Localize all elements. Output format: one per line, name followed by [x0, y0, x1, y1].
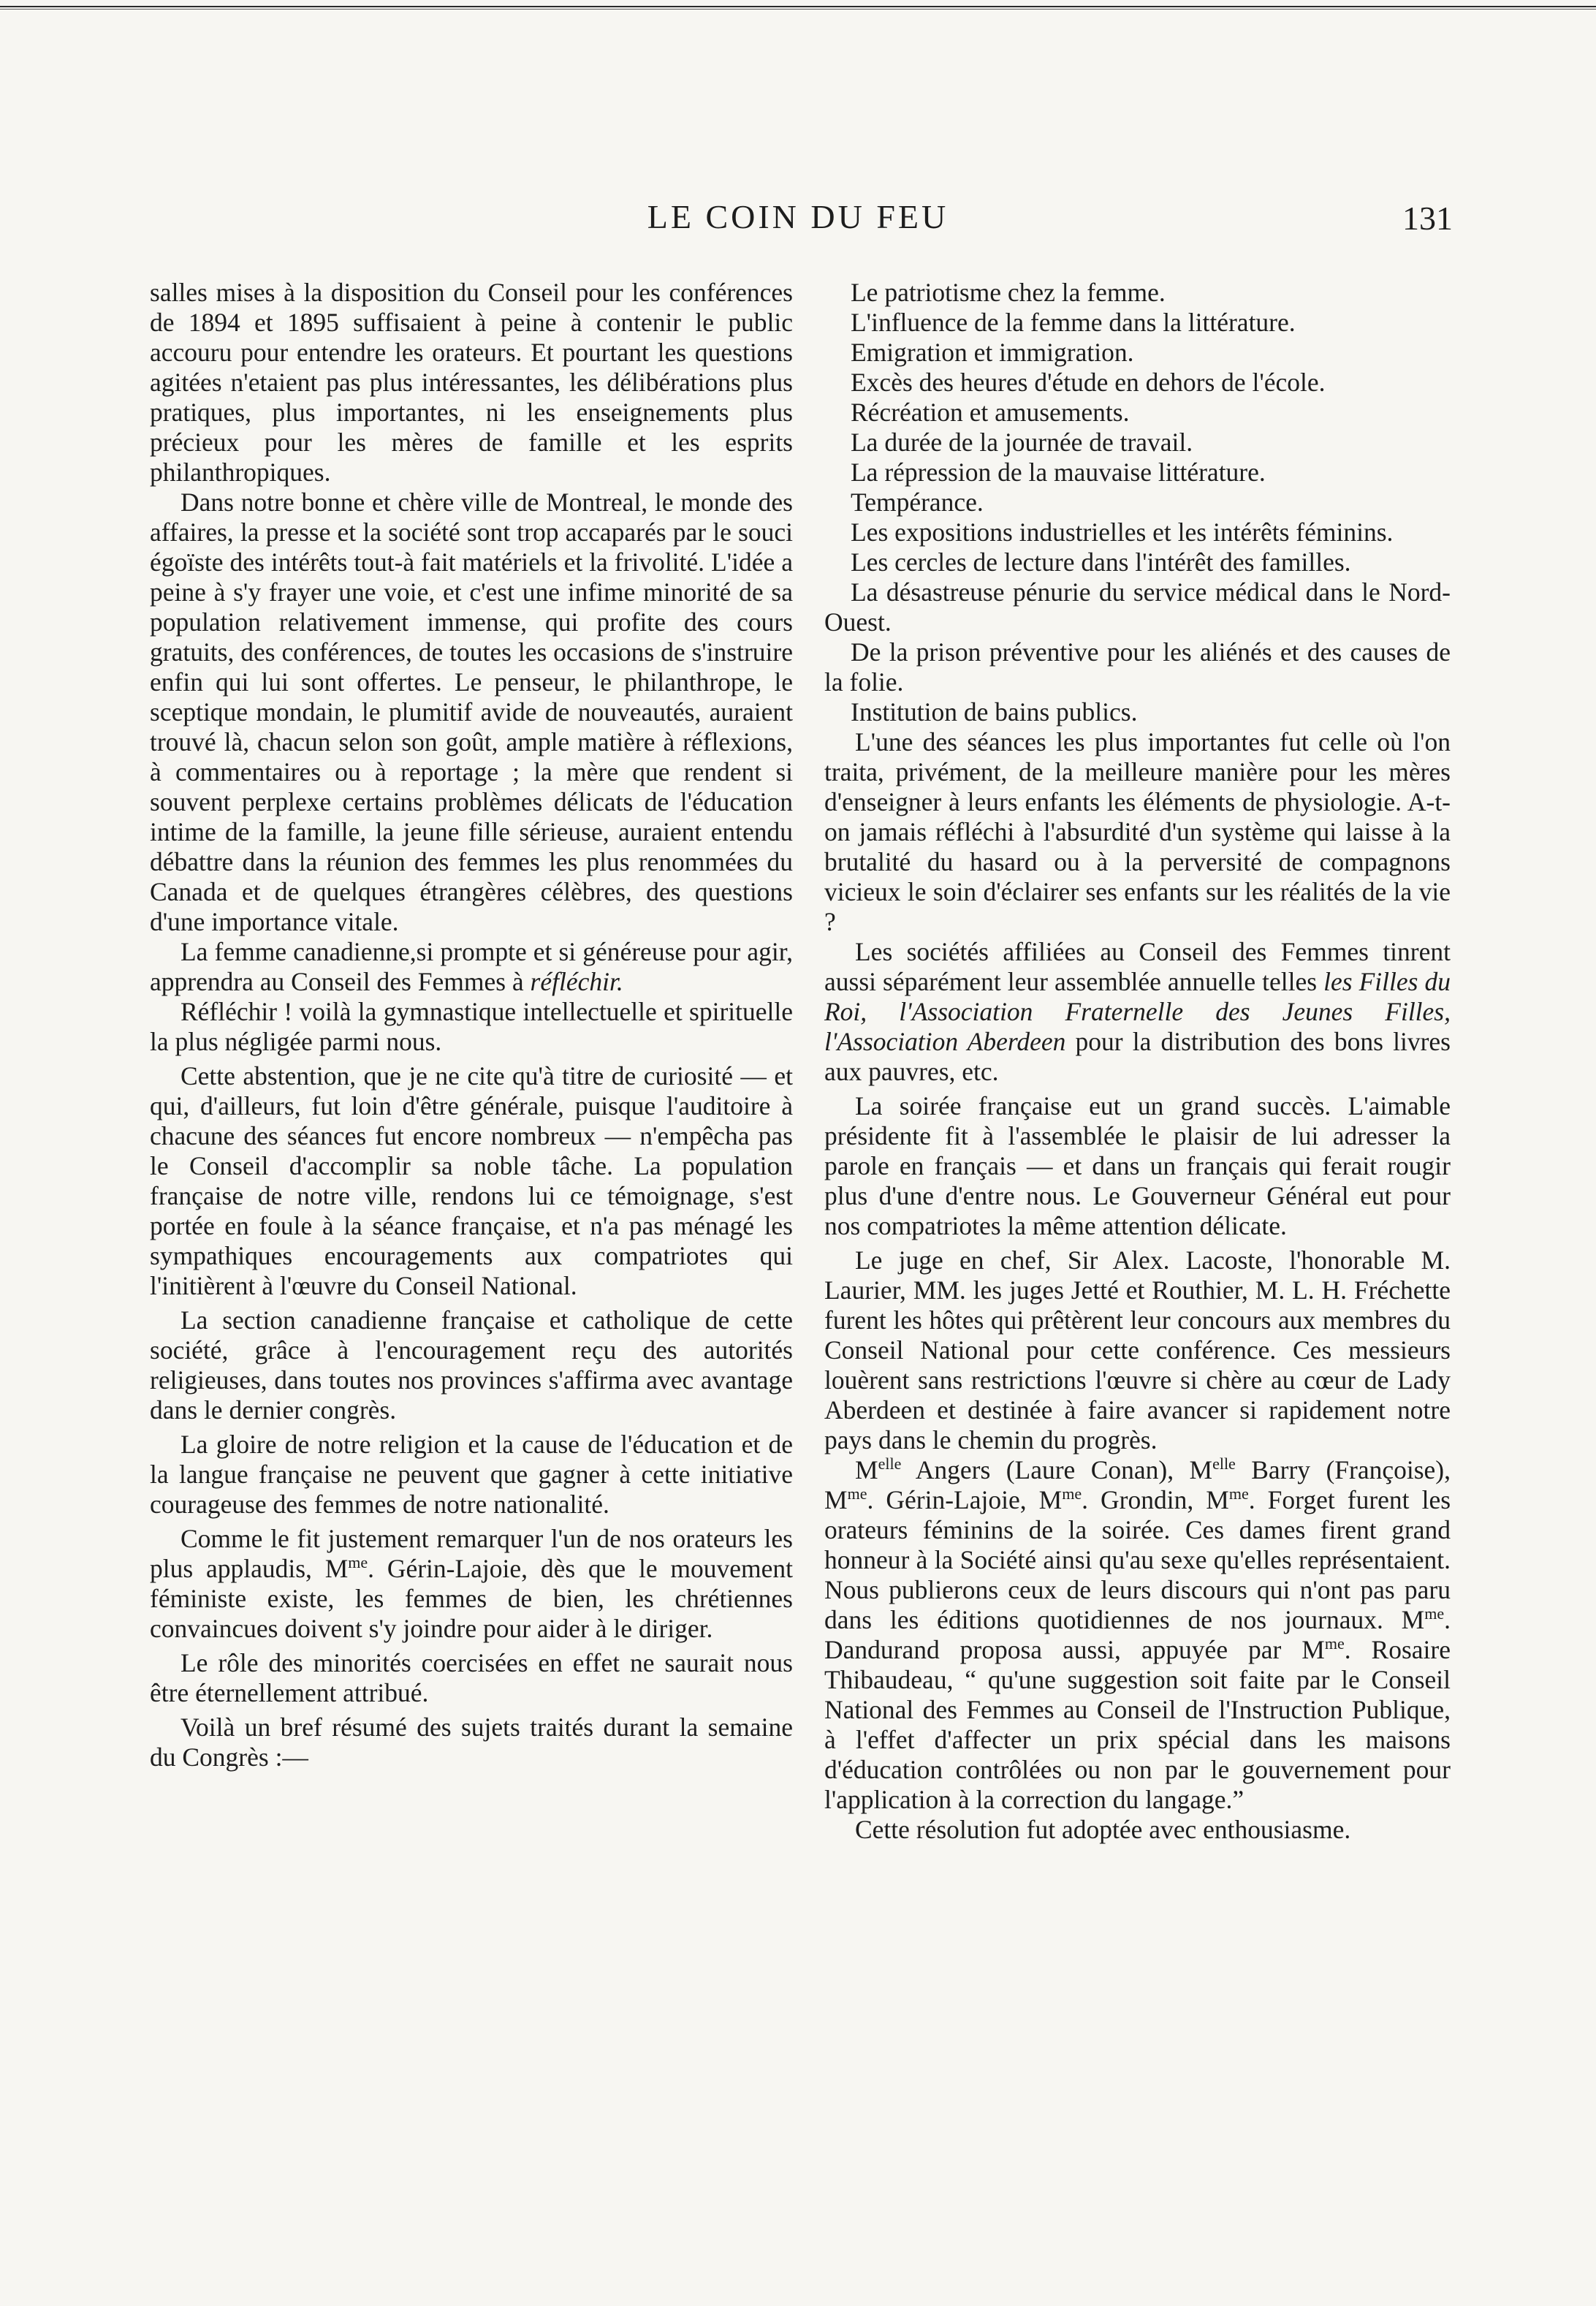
topic-item: La répression de la mauvaise littérature.: [851, 458, 1266, 487]
topic-item: Récréation et amusements.: [851, 398, 1130, 427]
paragraph: La gloire de notre religion et la cause de l'éducation et de la langue française ne peuvent que gagner à cette initiative courageuse des femmes de notre nationalité.: [150, 1430, 793, 1519]
paragraph: Réfléchir ! voilà la gymnastique intellectuelle et spirituelle la plus négligée parmi nous.: [150, 997, 793, 1056]
paragraph-text: . Dandurand proposa aussi, appuyée par M: [824, 1605, 1451, 1664]
topic-item: Le patriotisme chez la femme.: [851, 278, 1166, 307]
paragraph: salles mises à la disposition du Conseil pour les conférences de 1894 et 1895 suffisaient à peine à contenir le public accouru pour entendre les orateurs. Et pourtant les questions agitées n'etaient pas plus intéressantes, les délibérations plus pratiques, plus importantes, ni les enseignements plus précieux pour les mères de famille et les esprits philanthropiques.: [150, 278, 793, 487]
paragraph-text: . Forget furent les orateurs féminins de la soirée. Ces dames firent grand honneur à la Société ainsi qu'au sexe qu'elles représentaient. Nous publierons ceux de leurs discours qui n'ont pas paru dans les éditions quotidiennes de nos journaux. M: [824, 1485, 1451, 1634]
superscript: me: [1424, 1604, 1445, 1623]
paragraph: La soirée française eut un grand succès. L'aimable présidente fit à l'assemblée le plaisir de lui adresser la parole en français — et dans un français qui ferait rougir plus d'une d'entre nous. Le Gouverneur Général eut pour nos compatriotes la même attention délicate.: [824, 1091, 1451, 1240]
paragraph-text: Angers (Laure Conan), M: [901, 1455, 1213, 1484]
topic-item: Les expositions industrielles et les intérêts féminins.: [851, 517, 1394, 547]
page-number: 131: [1402, 200, 1453, 237]
topic-item: De la prison préventive pour les aliénés et des causes de la folie.: [824, 637, 1451, 697]
topic-item: Les cercles de lecture dans l'intérêt des familles.: [851, 547, 1351, 577]
superscript: elle: [1212, 1454, 1236, 1474]
paragraph-text: . Rosaire Thibaudeau, “ qu'une suggestion soit faite par le Conseil National des Femmes au Conseil de l'Instruction Publique, à l'effet d'affecter un prix spécial dans les maisons d'éducation contrôlées ou non par le gouvernement pour l'application à la correction du langage.”: [824, 1635, 1451, 1814]
paragraph: [824, 1455, 1451, 1815]
paragraph-text: M: [855, 1455, 878, 1484]
top-rule: [0, 6, 1596, 12]
paragraph-text: Comme le fit justement remarquer l'un de nos orateurs les plus applaudis, M: [150, 1524, 793, 1583]
paragraph-text: . Gérin-Lajoie, M: [867, 1485, 1063, 1514]
paragraph: [150, 1524, 793, 1644]
paragraph: Le rôle des minorités coercisées en effet ne saurait nous être éternellement attribué.: [150, 1648, 793, 1707]
topic-item: Excès des heures d'étude en dehors de l'école.: [851, 368, 1326, 397]
paragraph: L'une des séances les plus importantes fut celle où l'on traita, privément, de la meilleure manière pour les mères d'enseigner à leurs enfants les éléments de physiologie. A-t-on jamais réfléchi à l'absurdité d'un système qui laisse à la brutalité du hasard ou à la perversité de compagnons vicieux le soin d'éclairer ses enfants sur les réalités de la vie ?: [824, 727, 1451, 936]
paragraph: [150, 937, 793, 997]
paragraph-text: pour la distribution des bons livres aux pauvres, etc.: [824, 1027, 1451, 1086]
topic-item: Institution de bains publics.: [851, 697, 1138, 727]
paragraph: Voilà un bref résumé des sujets traités durant la semaine du Congrès :—: [150, 1713, 793, 1772]
superscript: me: [1324, 1634, 1345, 1653]
topic-item: La durée de la journée de travail.: [851, 428, 1193, 457]
paragraph-text: . Gérin-Lajoie, dès que le mouvement féministe existe, les femmes de bien, les chrétiennes convaincues doivent s'y joindre pour aider à le diriger.: [150, 1554, 793, 1643]
superscript: me: [348, 1553, 368, 1572]
topic-item: L'influence de la femme dans la littérature.: [851, 308, 1296, 337]
paragraph-text: Les sociétés affiliées au Conseil des Femmes tinrent aussi séparément leur assemblée annuelle telles: [824, 937, 1451, 996]
left-column: [150, 278, 793, 1772]
topic-item: Emigration et immigration.: [851, 338, 1134, 367]
paragraph-text: . Grondin, M: [1082, 1485, 1229, 1514]
paragraph: La section canadienne française et catholique de cette société, grâce à l'encouragement reçu des autorités religieuses, dans toutes nos provinces s'affirma avec avantage dans le dernier congrès.: [150, 1305, 793, 1425]
paragraph-text: La femme canadienne,si prompte et si généreuse pour agir, apprendra au Conseil des Femmes à: [150, 937, 793, 996]
right-column: [824, 278, 1451, 1845]
italic-society-names: les Filles du Roi, l'Association Fraternelle des Jeunes Filles, l'Association Aberdeen: [824, 967, 1451, 1056]
superscript: elle: [878, 1454, 902, 1474]
superscript: me: [847, 1484, 867, 1503]
italic-word: réfléchir.: [530, 967, 623, 996]
superscript: me: [1062, 1484, 1082, 1503]
paragraph: [824, 937, 1451, 1087]
topic-item: La désastreuse pénurie du service médical dans le Nord-Ouest.: [824, 577, 1451, 637]
topic-list: [824, 278, 1451, 727]
superscript: me: [1228, 1484, 1249, 1503]
paragraph: Le juge en chef, Sir Alex. Lacoste, l'honorable M. Laurier, MM. les juges Jetté et Routhier, M. L. H. Fréchette furent les hôtes qui prêtèrent leur concours aux membres du Conseil National pour cette conférence. Ces messieurs louèrent sans restrictions l'œuvre si chère au cœur de Lady Aberdeen et destinée à faire avancer si rapidement notre pays dans le chemin du progrès.: [824, 1245, 1451, 1454]
paragraph: Cette résolution fut adoptée avec enthousiasme.: [855, 1815, 1351, 1844]
running-head: [0, 197, 1596, 241]
paragraph: Cette abstention, que je ne cite qu'à titre de curiosité — et qui, d'ailleurs, fut loin d'être générale, puisque l'auditoire à chacune des séances fut encore nombreux — n'empêcha pas le Conseil d'accomplir sa noble tâche. La population française de notre ville, rendons lui ce témoignage, s'est portée en foule à la séance française, et n'a pas ménagé les sympathiques encouragements aux compatriotes qui l'initièrent à l'œuvre du Conseil National.: [150, 1061, 793, 1300]
paragraph-text: Barry (Françoise), M: [824, 1455, 1451, 1514]
topic-item: Tempérance.: [851, 488, 984, 517]
running-title: LE COIN DU FEU: [647, 198, 949, 235]
paragraph: Dans notre bonne et chère ville de Montreal, le monde des affaires, la presse et la société sont trop accaparés par le souci égoïste des intérêts tout-à fait matériels et la frivolité. L'idée a peine à s'y frayer une voie, et c'est une infime minorité de sa population relativement immense, qui profite des cours gratuits, des conférences, de toutes les occasions de s'instruire enfin qui lui sont offertes. Le penseur, le philanthrope, le sceptique mondain, le plumitif avide de nouveautés, auraient trouvé là, chacun selon son goût, ample matière à réflexions, à commentaires ou à reportage ; la mère que rendent si souvent perplexe certains problèmes délicats de l'éducation intime de la famille, la jeune fille sérieuse, auraient entendu débattre dans la réunion des femmes les plus renommées du Canada et de quelques étrangères célèbres, des questions d'une importance vitale.: [150, 488, 793, 936]
